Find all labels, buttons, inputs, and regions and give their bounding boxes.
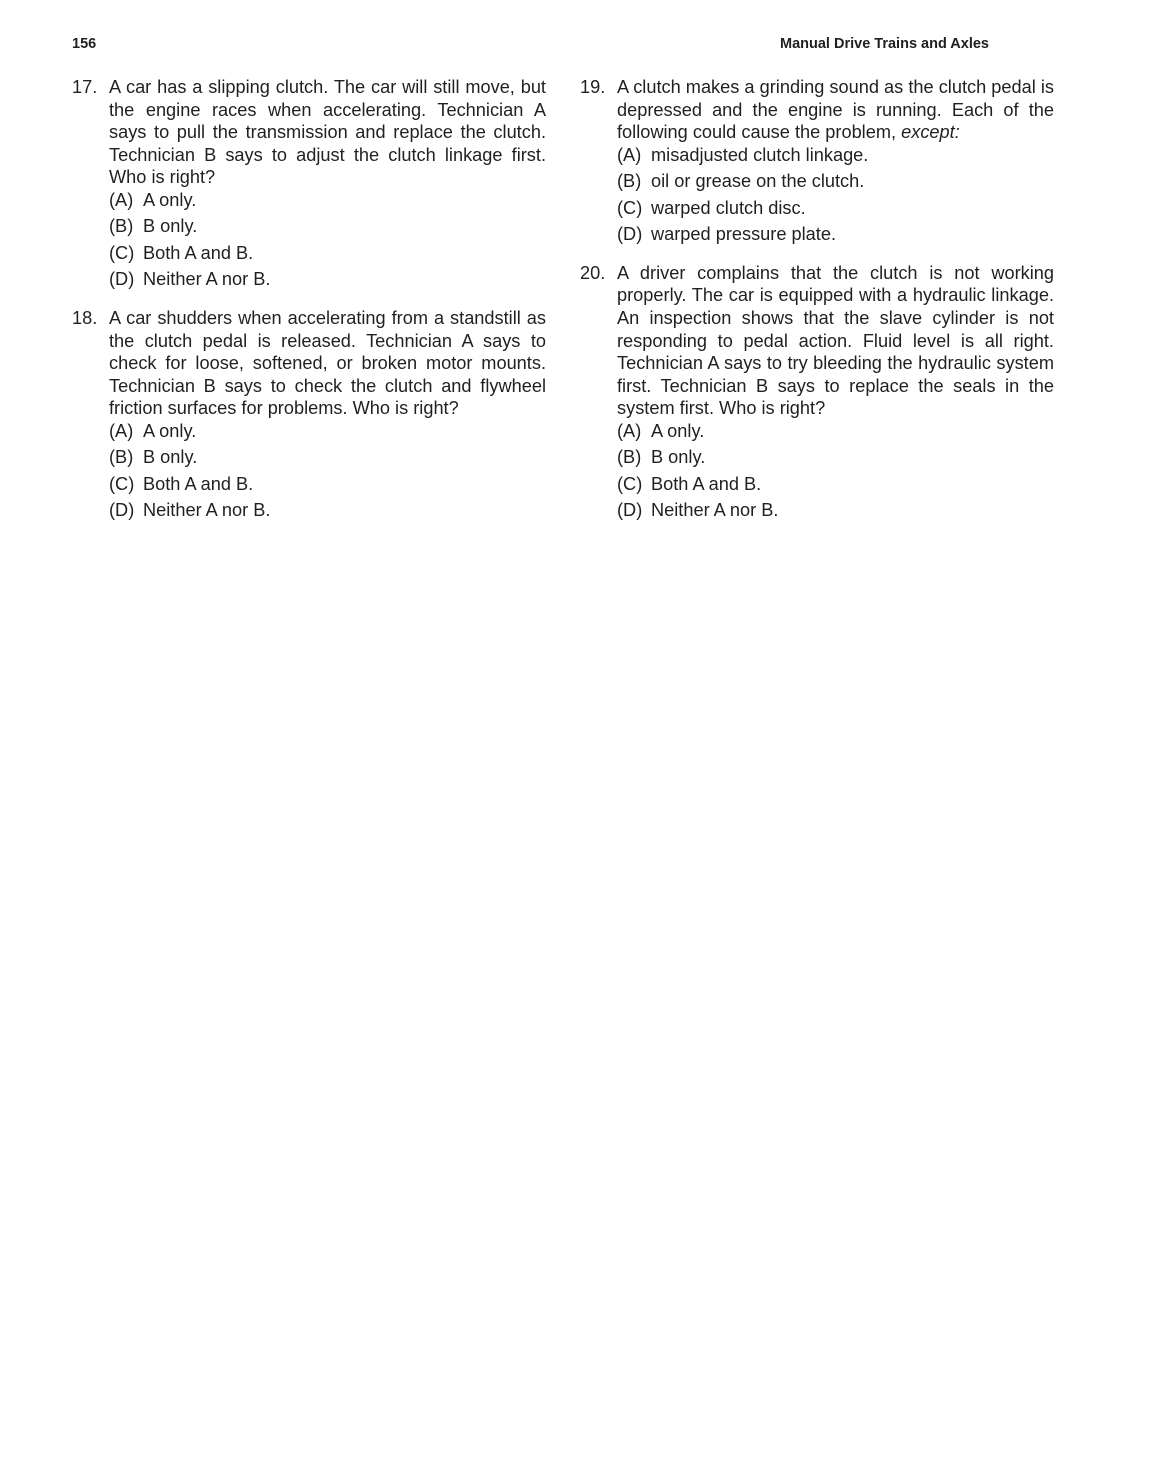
answer-option: [617, 144, 1054, 171]
left-column: [72, 76, 546, 538]
answer-option: [109, 242, 546, 269]
answer-option: [109, 446, 546, 473]
option-text: warped clutch disc.: [651, 197, 806, 218]
option-text: oil or grease on the clutch.: [651, 171, 865, 192]
question-text: A car shudders when accelerating from a standstill as the clutch pedal is released. Technician A says to check for loose, softened, or broken motor mounts. Technician B says to check the clutch and flywheel friction surfaces for problems. Who is right?: [109, 307, 546, 419]
option-letter: (C): [109, 473, 135, 494]
answer-option: [109, 499, 546, 526]
option-letter: (C): [109, 242, 135, 263]
option-letter: (A): [109, 189, 134, 210]
question-number: 19.: [580, 77, 606, 97]
option-text: Neither A nor B.: [651, 500, 779, 521]
right-column: [580, 76, 1054, 538]
option-letter: (D): [617, 500, 643, 521]
question-20: [580, 262, 1054, 526]
page-header: [72, 36, 989, 56]
option-text: Neither A nor B.: [143, 500, 271, 521]
answer-option: [109, 189, 546, 216]
option-text: Both A and B.: [143, 242, 254, 263]
option-letter: (D): [617, 224, 643, 245]
option-text: B only.: [651, 447, 706, 468]
question-number: 18.: [72, 307, 98, 328]
running-head: Manual Drive Trains and Axles: [780, 36, 989, 52]
option-letter: (B): [109, 216, 134, 237]
option-text: A only.: [143, 189, 197, 210]
option-letter: (B): [109, 447, 134, 468]
answer-option: [109, 215, 546, 242]
answer-option: [617, 197, 1054, 224]
option-text: A only.: [143, 420, 197, 441]
question-text: [617, 76, 1054, 144]
answer-option: [617, 223, 1054, 250]
question-19: [580, 76, 1054, 250]
option-text: Both A and B.: [651, 473, 762, 494]
answer-option: [109, 473, 546, 500]
option-letter: (A): [109, 420, 134, 441]
page-number: 156: [72, 36, 97, 52]
answer-option: [617, 170, 1054, 197]
option-letter: (B): [617, 171, 642, 192]
answer-options: [617, 420, 1054, 526]
question-number: 17.: [72, 77, 98, 97]
option-letter: (A): [617, 420, 642, 441]
question-18: [72, 307, 546, 526]
question-number: 20.: [580, 262, 606, 283]
option-letter: (D): [109, 269, 135, 290]
option-text: warped pressure plate.: [651, 224, 837, 245]
question-text-emphasis: except:: [901, 122, 960, 143]
option-letter: (C): [617, 473, 643, 494]
answer-options: [617, 144, 1054, 250]
question-17: [72, 76, 546, 295]
option-text: A only.: [651, 420, 705, 441]
answer-options: [109, 189, 546, 295]
answer-option: [617, 446, 1054, 473]
option-text: Neither A nor B.: [143, 269, 271, 290]
answer-options: [109, 420, 546, 526]
option-text: Both A and B.: [143, 473, 254, 494]
question-text-body: A clutch makes a grinding sound as the clutch pedal is depressed and the engine is running. Each of the following could cause the problem,: [617, 77, 1054, 143]
option-text: B only.: [143, 447, 198, 468]
answer-option: [617, 420, 1054, 447]
answer-option: [617, 473, 1054, 500]
option-letter: (A): [617, 144, 642, 165]
option-text: misadjusted clutch linkage.: [651, 144, 869, 165]
option-letter: (D): [109, 500, 135, 521]
question-text: A car has a slipping clutch. The car will still move, but the engine races when accelerating. Technician A says to pull the transmission and replace the clutch. Technician B says to adjust the clutch linkage first. Who is right?: [109, 77, 546, 188]
answer-option: [109, 268, 546, 295]
option-letter: (B): [617, 447, 642, 468]
option-letter: (C): [617, 197, 643, 218]
answer-option: [617, 499, 1054, 526]
answer-option: [109, 420, 546, 447]
option-text: B only.: [143, 216, 198, 237]
question-text: A driver complains that the clutch is not working properly. The car is equipped with a hydraulic linkage. An inspection shows that the slave cylinder is not responding to pedal action. Fluid level is all right. Technician A says to try bleeding the hydraulic system first. Technician B says to replace the seals in the system first. Who is right?: [617, 262, 1054, 419]
